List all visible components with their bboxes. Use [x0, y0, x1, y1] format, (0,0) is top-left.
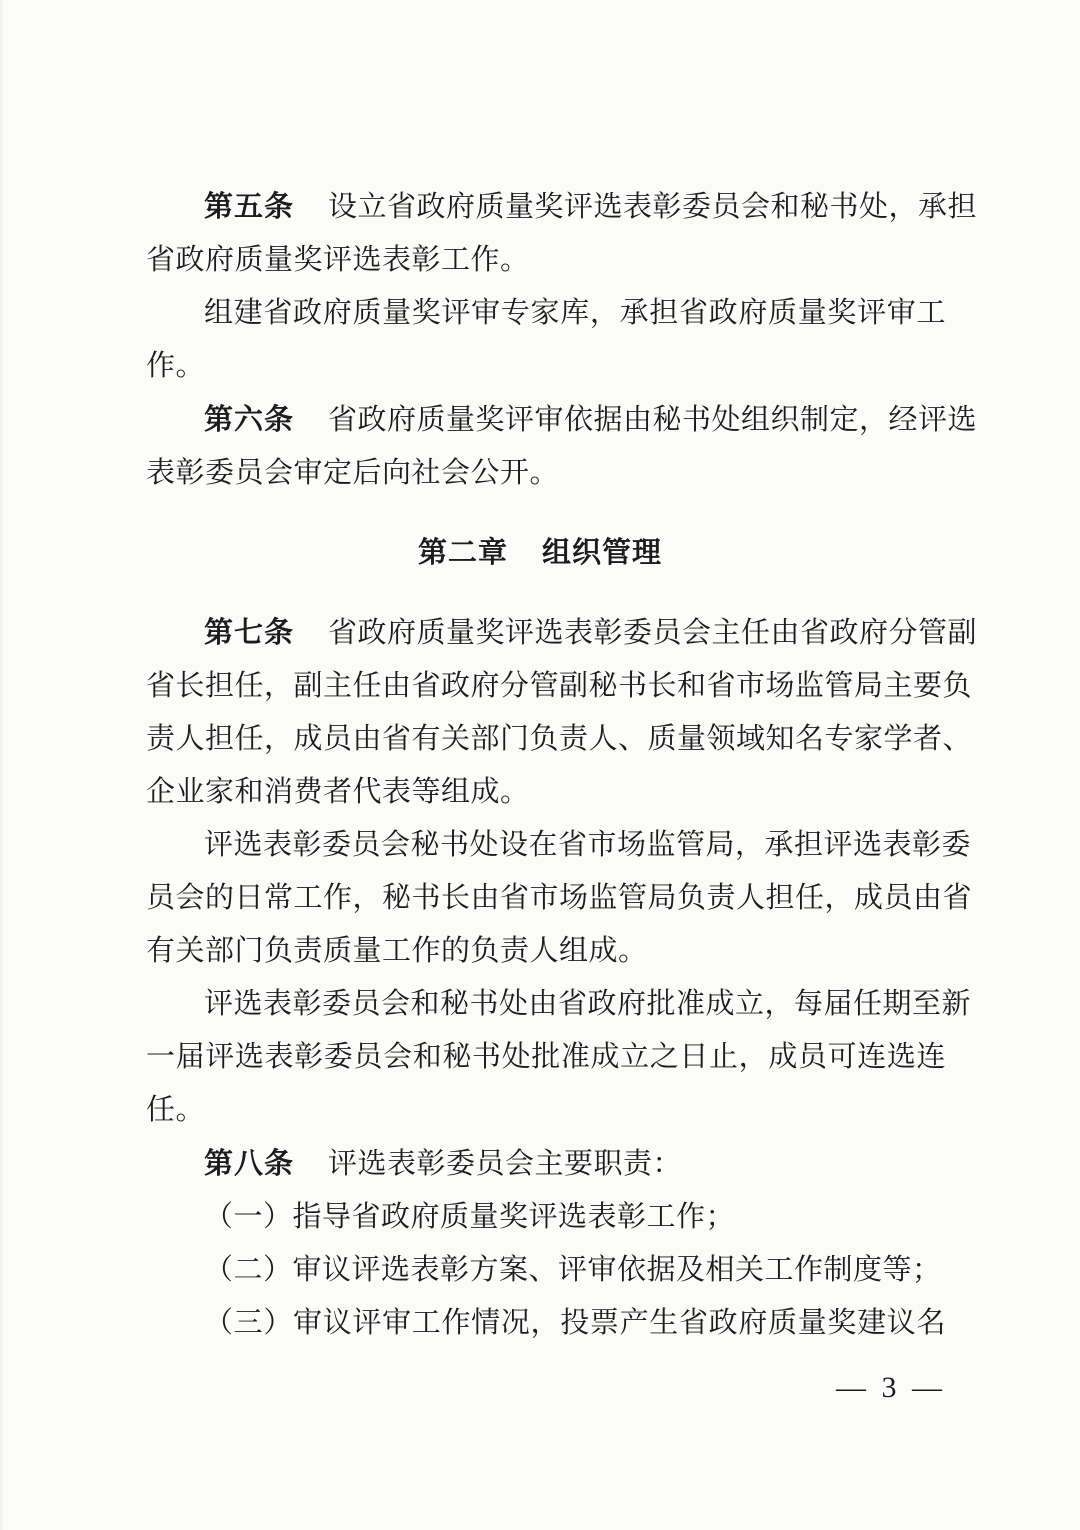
article-6-text: 省政府质量奖评审依据由秘书处组织制定，经评选: [328, 402, 978, 436]
article-7-line-1: [204, 612, 978, 652]
article-5-label: 第五条: [204, 189, 295, 223]
article-5-text: 设立省政府质量奖评选表彰委员会和秘书处，承担: [328, 189, 978, 223]
article-8-item-1: （一）指导省政府质量奖评选表彰工作；: [204, 1199, 736, 1233]
article-8-item-2: （二）审议评选表彰方案、评审依据及相关工作制度等；: [204, 1252, 942, 1286]
article-5-line-2: 省政府质量奖评选表彰工作。: [146, 242, 530, 276]
article-7-line-2: 省长担任，副主任由省政府分管副秘书长和省市场监管局主要负: [146, 668, 973, 702]
article-7-label: 第七条: [204, 615, 295, 649]
article-6-label: 第六条: [204, 402, 295, 436]
chapter-title: 组织管理: [542, 535, 663, 569]
article-8-label: 第八条: [204, 1146, 295, 1180]
article-5-paragraph-2-line-1: 组建省政府质量奖评审专家库，承担省政府质量奖评审工: [204, 295, 946, 329]
article-7-line-4: 企业家和消费者代表等组成。: [146, 774, 530, 808]
article-7-text: 省政府质量奖评选表彰委员会主任由省政府分管副: [328, 615, 978, 649]
article-7-paragraph-3-line-1: 评选表彰委员会和秘书处由省政府批准成立，每届任期至新: [204, 986, 972, 1020]
article-7-paragraph-3-line-2: 一届评选表彰委员会和秘书处批准成立之日止，成员可连选连: [146, 1039, 946, 1073]
article-6-line-2: 表彰委员会审定后向社会公开。: [146, 455, 560, 489]
article-7-paragraph-2-line-2: 员会的日常工作，秘书长由省市场监管局负责人担任，成员由省: [146, 880, 973, 914]
article-7-line-3: 责人担任，成员由省有关部门负责人、质量领域知名专家学者、: [146, 721, 973, 755]
article-8-text: 评选表彰委员会主要职责：: [328, 1146, 683, 1180]
article-8-line-1: [204, 1143, 946, 1183]
article-5-line-1: [204, 186, 978, 226]
article-8-item-3: （三）审议评审工作情况，投票产生省政府质量奖建议名: [204, 1305, 946, 1339]
article-7-paragraph-2-line-1: 评选表彰委员会秘书处设在省市场监管局，承担评选表彰委: [204, 827, 972, 861]
page-number: — 3 —: [836, 1371, 946, 1404]
article-7-paragraph-2-line-3: 有关部门负责质量工作的负责人组成。: [146, 933, 648, 967]
article-6-line-1: [204, 399, 978, 439]
chapter-number: 第二章: [417, 535, 508, 569]
scan-edge-shadow: [0, 0, 4, 1530]
article-5-paragraph-2-line-2: 作。: [146, 348, 206, 382]
chapter-heading: [0, 530, 1080, 574]
article-7-paragraph-3-line-3: 任。: [146, 1092, 206, 1126]
